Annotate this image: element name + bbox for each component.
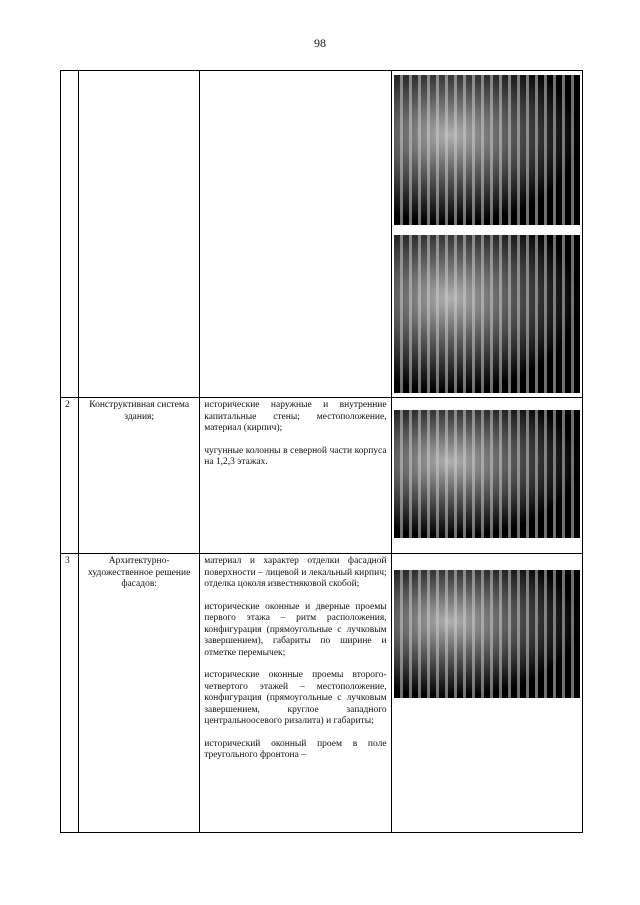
row-name: Конструктивная система здания;	[79, 398, 200, 554]
interior-columns-photo	[394, 410, 580, 538]
table-row	[61, 71, 583, 398]
building-courtyard-photo	[394, 75, 580, 225]
paragraph: исторические оконные проемы второго-четвертого этажей – местоположение, конфигурация (прямоугольные с лучковым завершением, круглое западного центральноосевого ризалита) и габариты;	[204, 670, 387, 726]
paragraph: чугунные колонны в северной части корпуса на 1,2,3 этажах.	[204, 445, 387, 467]
protected-features-table	[60, 70, 583, 833]
row-description	[200, 554, 391, 833]
paragraph: исторические наружные и внутренние капитальные стены; местоположение, материал (кирпич);	[204, 400, 387, 433]
row-number	[61, 71, 79, 398]
row-number: 2	[61, 398, 79, 554]
page-number: 98	[314, 36, 326, 50]
table-row	[61, 398, 583, 554]
facade-photo	[394, 570, 580, 698]
row-description	[200, 398, 391, 554]
row-description	[200, 71, 391, 398]
photo-cell	[391, 554, 582, 833]
building-ruins-photo	[394, 235, 580, 393]
row-name: Архитектурно-художественное решение фасадов:	[79, 554, 200, 833]
paragraph: исторические оконные и дверные проемы первого этажа – ритм расположения, конфигурация (прямоугольные с лучковым завершением), габариты по ширине и отметке перемычек;	[204, 601, 387, 658]
photo-cell	[391, 398, 582, 554]
row-number: 3	[61, 554, 79, 833]
photo-cell	[391, 71, 582, 398]
paragraph: исторический оконный проем в поле треугольного фронтона –	[204, 738, 387, 760]
paragraph: материал и характер отделки фасадной поверхности – лицевой и лекальный кирпич; отделка цоколя известняковой скобой;	[204, 556, 387, 589]
table-row	[61, 554, 583, 833]
row-name	[79, 71, 200, 398]
